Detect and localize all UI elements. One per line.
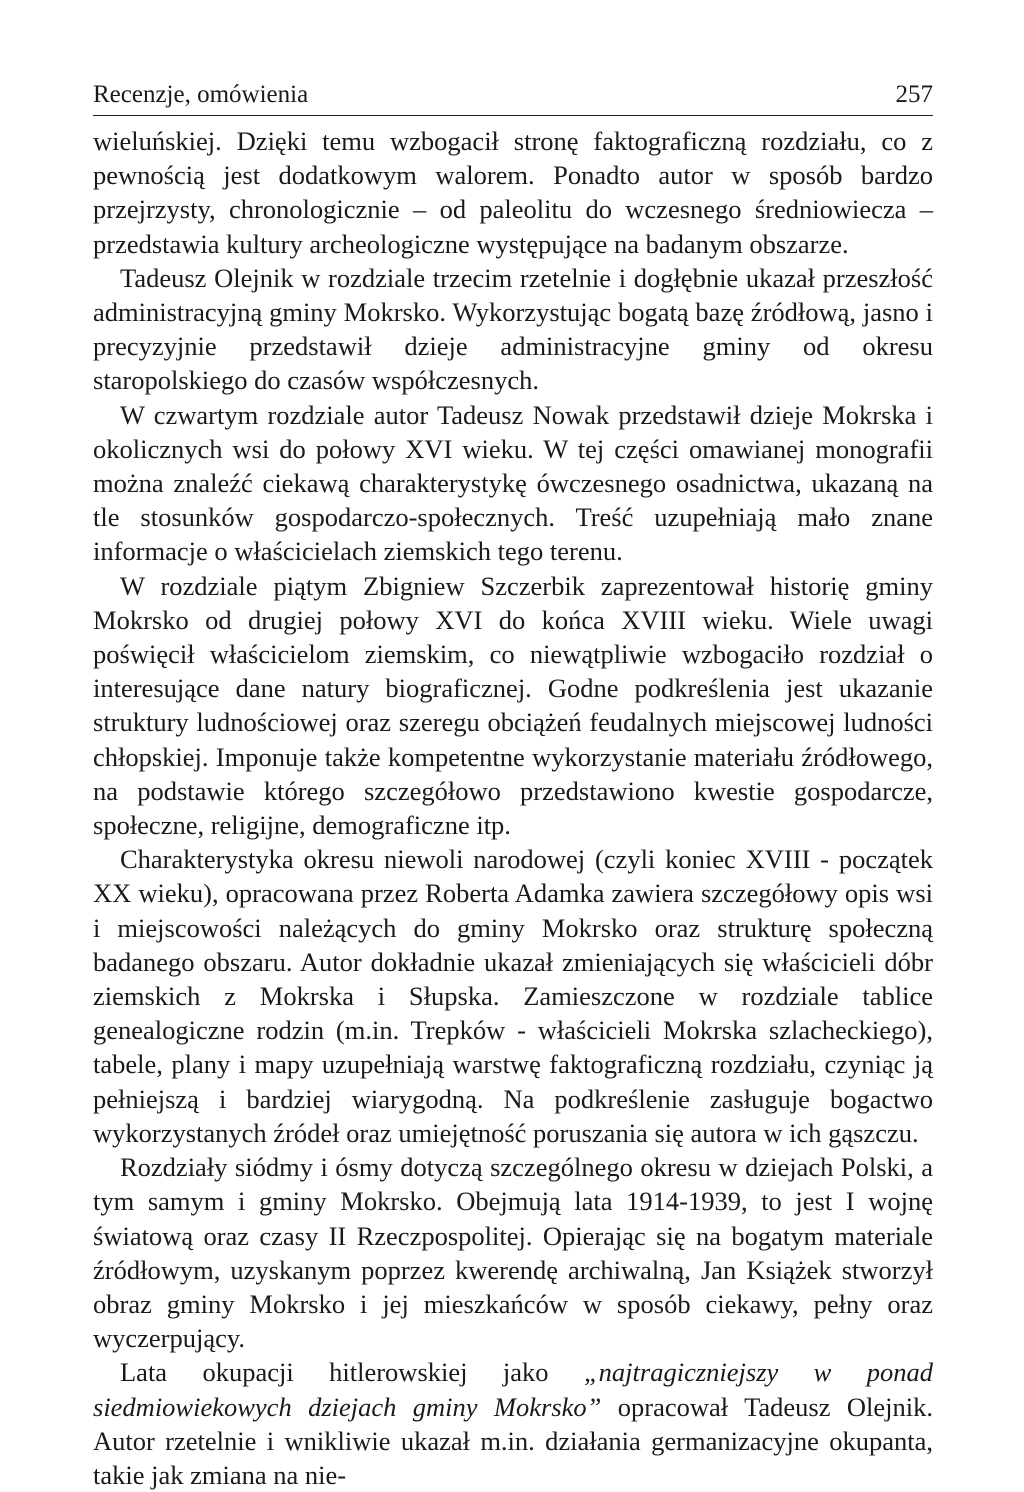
body-text — [93, 124, 933, 1492]
paragraph: Rozdziały siódmy i ósmy dotyczą szczególnego okresu w dziejach Polski, a tym samym i gminy Mokrsko. Obejmują lata 1914-1939, to jest I wojnę światową oraz czasy II Rzeczpospolitej. Opierając się na bogatym materiale źródłowym, uzyskanym poprzez kwerendę archiwalną, Jan Książek stworzył obraz gminy Mokrsko i jej mieszkańców w sposób ciekawy, pełny oraz wyczerpujący. — [93, 1152, 933, 1354]
italic-quote: „najtragiczniejszy w ponad siedmiowiekowych dziejach gminy Mokrsko” — [93, 1357, 934, 1422]
running-header — [93, 78, 933, 116]
running-header-title: Recenzje, omówienia — [93, 81, 309, 108]
paragraph: Tadeusz Olejnik w rozdziale trzecim rzetelnie i dogłębnie ukazał przeszłość administracyjną gminy Mokrsko. Wykorzystując bogatą bazę źródłową, jasno i precyzyjnie przedstawił dzieje administracyjne gminy od okresu staropolskiego do czasów współczesnych. — [93, 262, 933, 396]
paragraph-text: opracował Tadeusz Olejnik. Autor rzetelnie i wnikliwie ukazał m.in. działania germanizacyjne okupanta, takie jak zmiana na nie- — [93, 1391, 933, 1490]
paragraph: W rozdziale piątym Zbigniew Szczerbik zaprezentował historię gminy Mokrsko od drugiej połowy XVI do końca XVIII wieku. Wiele uwagi poświęcił właścicielom ziemskim, co niewątpliwie wzbogaciło rozdział o interesujące dane natury biograficznej. Godne podkreślenia jest ukazanie struktury ludnościowej oraz szeregu obciążeń feudalnych miejscowej ludności chłopskiej. Imponuje także kompetentne wykorzystanie materiału źródłowego, na podstawie którego szczegółowo przedstawiono kwestie gospodarcze, społeczne, religijne, demograficzne itp. — [93, 570, 933, 841]
paragraph — [93, 1355, 933, 1492]
paragraph: wieluńskiej. Dzięki temu wzbogacił stronę faktograficzną rozdziału, co z pewnością jest dodatkowym walorem. Ponadto autor w sposób bardzo przejrzysty, chronologicznie – od paleolitu do wczesnego średniowiecza – przedstawia kultury archeologiczne występujące na badanym obszarze. — [93, 126, 933, 259]
paragraph-text: Lata okupacji hitlerowskiej jako — [120, 1357, 584, 1388]
page-number: 257 — [895, 81, 933, 108]
paragraph: W czwartym rozdziale autor Tadeusz Nowak przedstawił dzieje Mokrska i okolicznych wsi do połowy XVI wieku. W tej części omawianej monografii można znaleźć ciekawą charakterystykę ówczesnego osadnictwa, ukazaną na tle stosunków gospodarczo-społecznych. Treść uzupełniają mało znane informacje o właścicielach ziemskich tego terenu. — [93, 399, 933, 567]
paragraph: Charakterystyka okresu niewoli narodowej (czyli koniec XVIII - początek XX wieku), opracowana przez Roberta Adamka zawiera szczegółowy opis wsi i miejscowości należących do gminy Mokrsko oraz strukturę społeczną badanego obszaru. Autor dokładnie ukazał zmieniających się właścicieli dóbr ziemskich z Mokrska i Słupska. Zamieszczone w rozdziale tablice genealogiczne rodzin (m.in. Trepków - właścicieli Mokrska szlacheckiego), tabele, plany i mapy uzupełniają warstwę faktograficzną rozdziału, czyniąc ją pełniejszą i bardziej wiarygodną. Na podkreślenie zasługuje bogactwo wykorzystanych źródeł oraz umiejętność poruszania się autora w ich gąszczu. — [93, 844, 933, 1148]
